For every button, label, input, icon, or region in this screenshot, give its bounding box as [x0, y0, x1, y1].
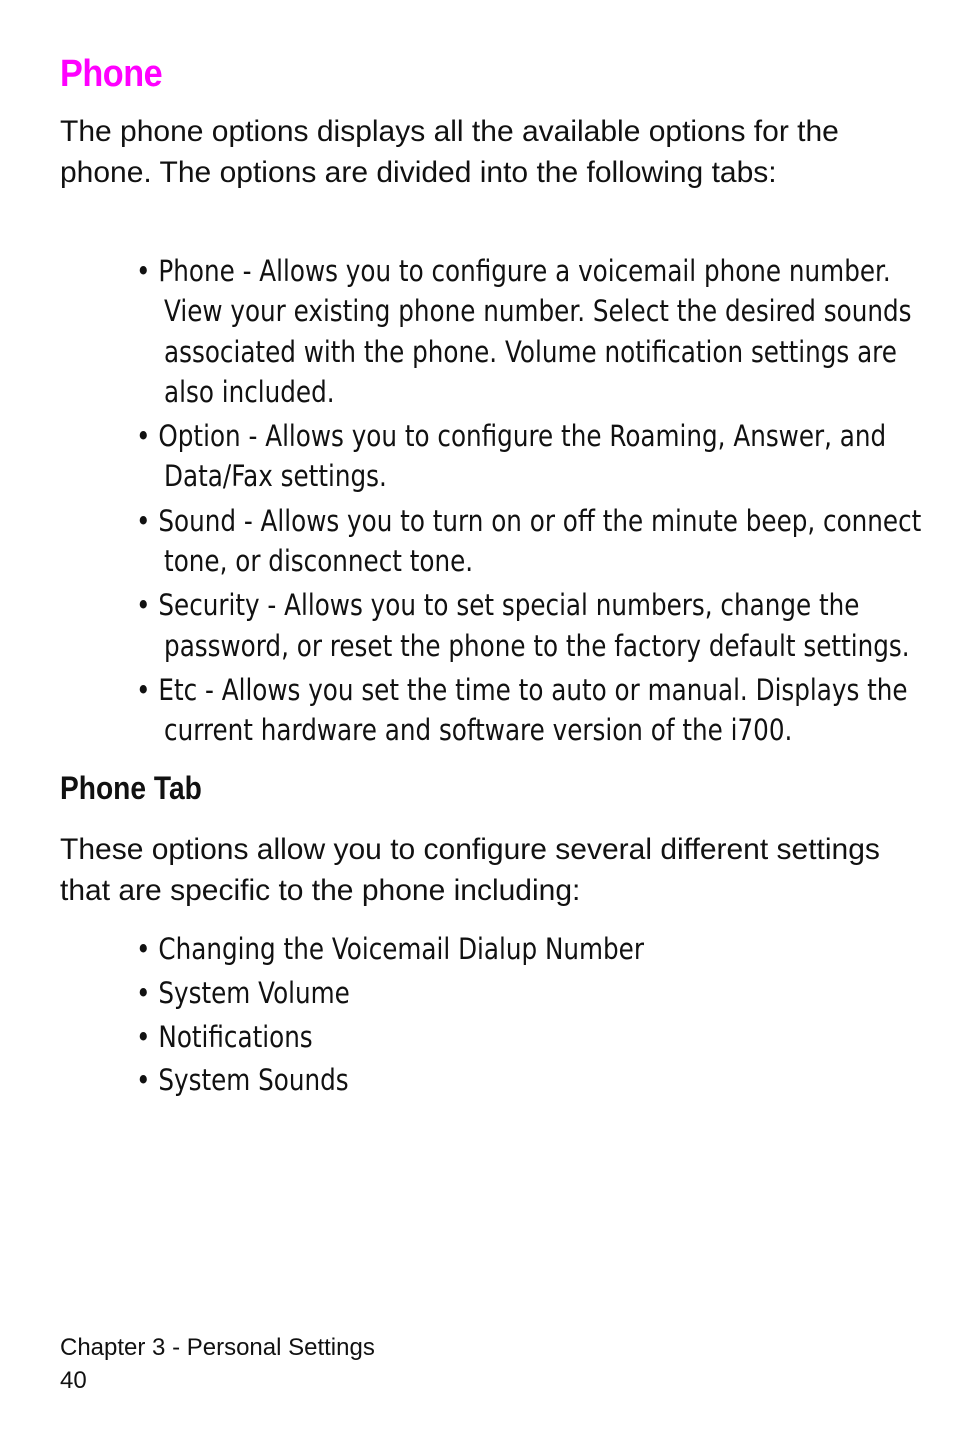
list-item-text: • Sound - Allows you to turn on or off the minute beep, connect tone, or disconnect tone.: [136, 503, 922, 579]
list-item-text: • Option - Allows you to configure the Roaming, Answer, and Data/Fax settings.: [136, 419, 887, 494]
list-item: [136, 501, 922, 582]
list-item: [136, 670, 908, 751]
subsection-paragraph: These options allow you to configure several different settings that are specific to the phone including:: [60, 833, 880, 907]
list-item: [136, 416, 896, 497]
list-item-text: • System Volume: [136, 975, 350, 1010]
list-item-text: • Security - Allows you to set special numbers, change the password, or reset the phone to the factory default settings.: [136, 588, 910, 663]
list-item: [136, 1017, 896, 1057]
page-footer: [60, 1331, 375, 1397]
list-item: [136, 973, 896, 1013]
subsection-title: Phone Tab: [60, 770, 202, 806]
settings-list: [136, 929, 896, 1104]
list-item: [136, 585, 910, 666]
list-item: [136, 1060, 896, 1100]
chapter-label: Chapter 3 - Personal Settings: [60, 1334, 375, 1361]
section-title: Phone: [60, 53, 163, 95]
tabs-list: [136, 251, 922, 755]
page-number: 40: [60, 1367, 87, 1394]
list-item-text: • Notifications: [136, 1019, 313, 1054]
list-item: [136, 251, 912, 412]
list-item: [136, 929, 896, 969]
list-item-text: • Etc - Allows you set the time to auto or manual. Displays the current hardware and software version of the i700.: [136, 672, 908, 748]
list-item-text: • Changing the Voicemail Dialup Number: [136, 932, 644, 966]
intro-paragraph: The phone options displays all the available options for the phone. The options are divided into the following tabs:: [60, 115, 839, 189]
list-item-text: • Phone - Allows you to configure a voicemail phone number. View your existing phone number. Select the desired sounds associated with the phone. Volume notification settings are also included.: [136, 254, 912, 409]
list-item-text: • System Sounds: [136, 1063, 349, 1098]
